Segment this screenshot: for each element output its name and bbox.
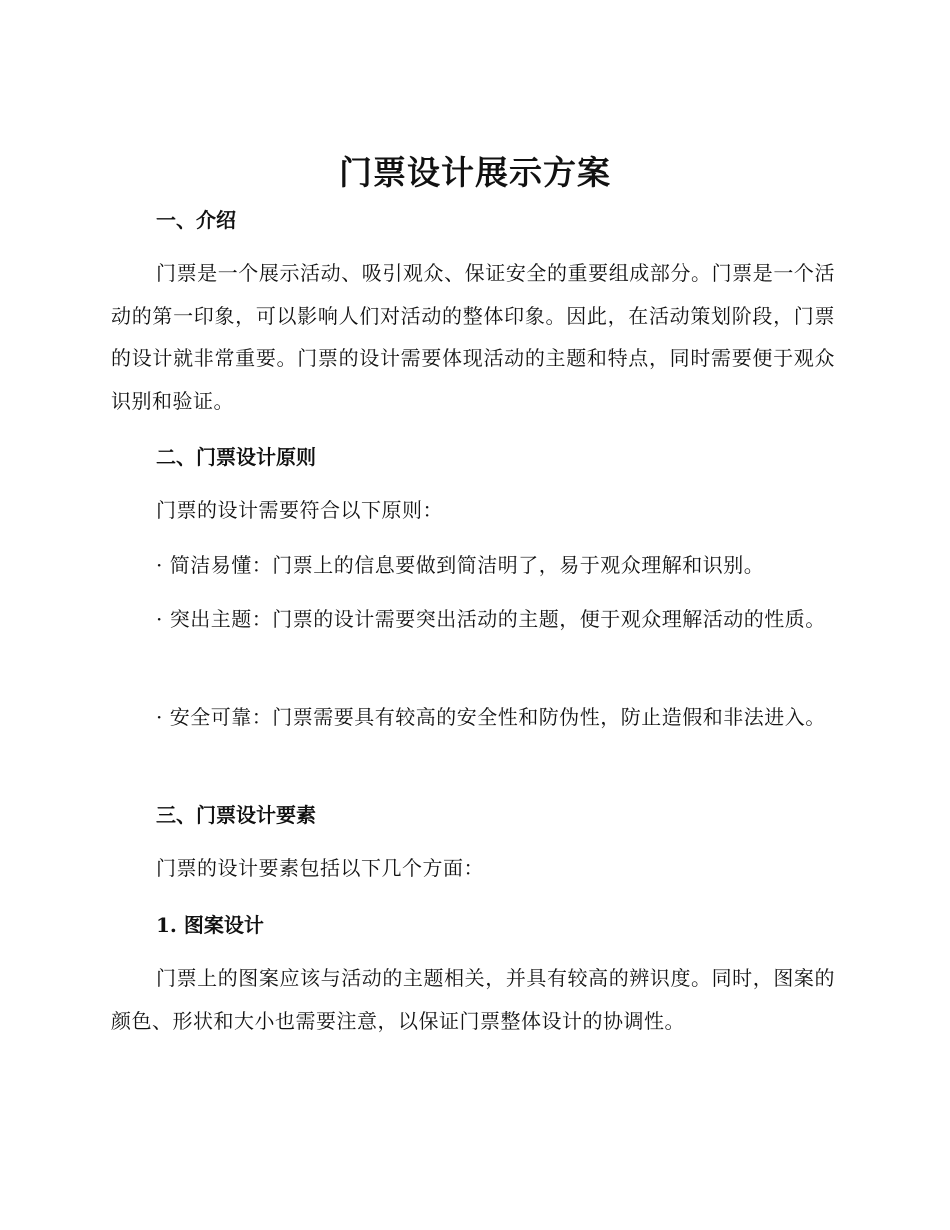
- principle-item-security: · 安全可靠：门票需要具有较高的安全性和防伪性，防止造假和非法进入。: [156, 705, 826, 729]
- principle-item-simple: · 简洁易懂：门票上的信息要做到简洁明了，易于观众理解和识别。: [156, 553, 765, 577]
- design-elements-intro: 门票的设计要素包括以下几个方面：: [156, 856, 484, 880]
- design-principles-intro: 门票的设计需要符合以下原则：: [156, 498, 443, 522]
- pattern-design-paragraph: 门票上的图案应该与活动的主题相关，并具有较高的辨识度。同时，图案的颜色、形状和大小也需要注意，以保证门票整体设计的协调性。: [111, 966, 835, 1033]
- section-heading-introduction: 一、介绍: [156, 208, 236, 232]
- principle-item-theme: · 突出主题：门票的设计需要突出活动的主题，便于观众理解活动的性质。: [156, 607, 826, 631]
- section-heading-design-elements: 三、门票设计要素: [156, 803, 316, 827]
- subsection-heading-pattern-design: 1. 图案设计: [156, 913, 264, 937]
- introduction-paragraph: 门票是一个展示活动、吸引观众、保证安全的重要组成部分。门票是一个活动的第一印象，可以影响人们对活动的整体印象。因此，在活动策划阶段，门票的设计就非常重要。门票的设计需要体现活动的主题和特点，同时需要便于观众识别和验证。: [111, 261, 835, 413]
- document-title: 门票设计展示方案: [339, 153, 611, 192]
- section-heading-design-principles: 二、门票设计原则: [156, 445, 316, 469]
